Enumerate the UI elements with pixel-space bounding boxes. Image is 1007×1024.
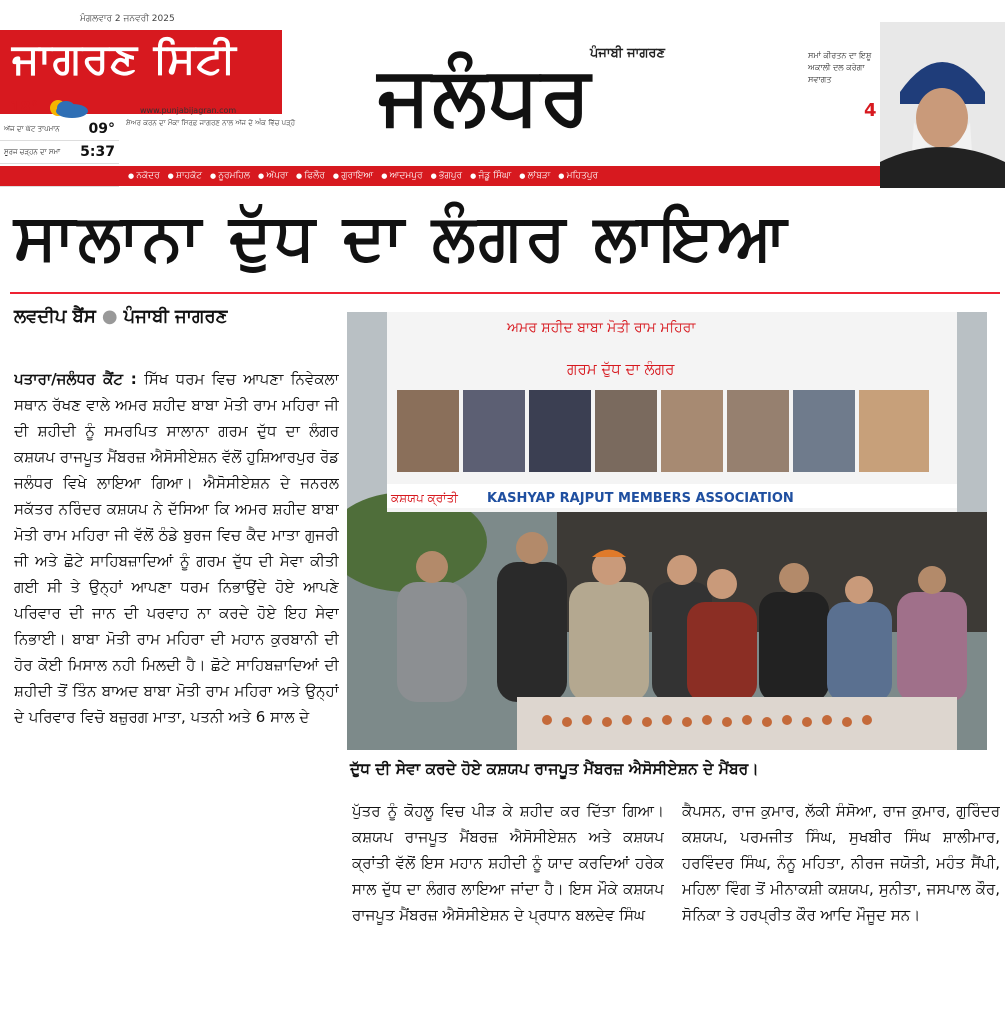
location-link[interactable]: ● ਨਕੋਦਰ — [128, 171, 160, 181]
article-column-1 — [14, 366, 339, 1016]
banner-org: KASHYAP RAJPUT MEMBERS ASSOCIATION — [487, 491, 794, 506]
banner-portraits — [397, 390, 929, 472]
dateline: ਪਤਾਰਾ/ਜਲੰਧਰ ਕੈਂਟ : — [14, 370, 137, 388]
info-label: ਸੂਰਜ ਚੜ੍ਹਨ ਦਾ ਸਮਾਂ — [4, 147, 61, 156]
weather — [10, 96, 90, 118]
article-column-2 — [352, 798, 664, 1018]
location-link[interactable]: ● ਗੁਰਾਇਆ — [333, 171, 373, 181]
teaser-text[interactable]: ਸਮਾਂ ਕੀਰਤਨ ਦਾ ਇਸ਼ੂ ਅਕਾਲੀ ਦਲ ਕਰੇਗਾ ਸਵਾਗਤ — [808, 51, 872, 84]
teaser-portrait-image — [880, 22, 1005, 188]
masthead — [0, 0, 1007, 190]
banner-title: ਅਮਰ ਸ਼ਹੀਦ ਬਾਬਾ ਮੋਤੀ ਰਾਮ ਮਹਿਰਾ — [507, 320, 696, 336]
location-link[interactable]: ● ਭੋਗਪੁਰ — [431, 171, 463, 181]
article-headline: ਸਾਲਾਨਾ ਦੁੱਧ ਦਾ ਲੰਗਰ ਲਾਇਆ — [14, 201, 790, 275]
info-value: 09° — [88, 121, 115, 137]
info-label: ਅੱਜ ਦਾ ਘੱਟ ਤਾਪਮਾਨ — [4, 124, 60, 133]
banner-org-prefix: ਕਸ਼ਯਪ ਕ੍ਰਾਂਤੀ — [391, 491, 458, 505]
column-text: ਪੁੱਤਰ ਨੂੰ ਕੋਹਲੂ ਵਿਚ ਪੀੜ ਕੇ ਸ਼ਹੀਦ ਕਰ ਦਿੱਤਾ ਗਿਆ। ਕਸ਼ਯਪ ਰਾਜਪੂਤ ਮੈਂਬਰਜ਼ ਐਸੋਸੀਏਸ਼ਨ ਅਤੇ ਕਸ਼ਯਪ ਕ੍ਰਾਂਤੀ ਵੱਲੋਂ ਇਸ ਮਹਾਨ ਸ਼ਹੀਦੀ ਨੂੰ ਯਾਦ ਕਰਦਿਆਂ ਹਰੇਕ ਸਾਲ ਦੁੱਧ ਦਾ ਲੰਗਰ ਲਾਇਆ ਜਾਂਦਾ ਹੈ। ਇਸ ਮੌਕੇ ਕਸ਼ਯਪ ਰਾਜਪੂਤ ਮੈਂਬਰਜ਼ ਐਸੋਸੀਏਸ਼ਨ ਦੇ ਪ੍ਰਧਾਨ ਬਲਦੇਵ ਸਿੰਘ — [352, 802, 664, 924]
location-link[interactable]: ● ਨੂਰਮਹਿਲ — [210, 171, 250, 181]
publication-name: ਪੰਜਾਬੀ ਜਾਗਰਣ — [123, 306, 228, 327]
info-row-low-temp — [0, 118, 119, 141]
location-link[interactable]: ● ਅੱਪਰਾ — [258, 171, 288, 181]
column-text: ਸਿੱਖ ਧਰਮ ਵਿਚ ਆਪਣਾ ਨਿਵੇਕਲਾ ਸਥਾਨ ਰੱਖਣ ਵਾਲੇ ਅਮਰ ਸ਼ਹੀਦ ਬਾਬਾ ਮੋਤੀ ਰਾਮ ਮਹਿਰਾ ਜੀ ਦੀ ਸ਼ਹੀਦੀ ਨੂੰ ਸਮਰਪਿਤ ਸਾਲਾਨਾ ਗਰਮ ਦੁੱਧ ਦਾ ਲੰਗਰ ਕਸ਼ਯਪ ਰਾਜਪੂਤ ਮੈਂਬਰਜ਼ ਐਸੋਸੀਏਸ਼ਨ ਵੱਲੋਂ ਹੁਸ਼ਿਆਰਪੁਰ ਰੋਡ ਜਲੰਧਰ ਵਿਖੇ ਲਾਇਆ ਗਿਆ। ਐਸੋਸੀਏਸ਼ਨ ਦੇ ਜਨਰਲ ਸਕੱਤਰ ਨਰਿੰਦਰ ਕਸ਼ਯਪ ਨੇ ਦੱਸਿਆ ਕਿ ਅਮਰ ਸ਼ਹੀਦ ਬਾਬਾ ਮੋਤੀ ਰਾਮ ਮਹਿਰਾ ਜੀ ਵੱਲੋਂ ਠੰਡੇ ਬੁਰਜ ਵਿਚ ਕੈਦ ਮਾਤਾ ਗੁਜਰੀ ਜੀ ਅਤੇ ਛੋਟੇ ਸਾਹਿਬਜ਼ਾਦਿਆਂ ਨੂੰ ਗਰਮ ਦੁੱਧ ਦੀ ਸੇਵਾ ਕੀਤੀ ਗਈ ਸੀ ਤੇ ਉਨ੍ਹਾਂ ਆਪਣਾ ਧਰਮ ਨਿਭਾਉਂਦੇ ਹੋਏ ਆਪਣੇ ਪਰਿਵਾਰ ਦੀ ਜਾਨ ਦੀ ਪਰਵਾਹ ਨਾ ਕਰਦੇ ਹੋਏ ਇਹ ਸੇਵਾ ਨਿਭਾਈ। ਬਾਬਾ ਮੋਤੀ ਰਾਮ ਮਹਿਰਾ ਦੀ ਮਹਾਨ ਕੁਰਬਾਨੀ ਦੀ ਹੋਰ ਕੋਈ ਮਿਸਾਲ ਨਹੀ ਮਿਲਦੀ ਹੈ। ਛੋਟੇ ਸਾਹਿਬਜ਼ਾਦਿਆਂ ਦੀ ਸ਼ਹੀਦੀ ਤੋਂ ਤਿੰਨ ਬਾਅਦ ਬਾਬਾ ਮੋਤੀ ਰਾਮ ਮਹਿਰਾ ਅਤੇ ਉਨ੍ਹਾਂ ਦੇ ਪਰਿਵਾਰ ਵਿਚੋ ਬਜ਼ੁਰਗ ਮਾਤਾ, ਪਤਨੀ ਅਤੇ 6 ਸਾਲ ਦੇ — [14, 370, 339, 726]
column-text: ਕੈਪਸਨ, ਰਾਜ ਕੁਮਾਰ, ਲੱਕੀ ਸੰਸੋਆ, ਰਾਜ ਕੁਮਾਰ, ਗੁਰਿੰਦਰ ਕਸ਼ਯਪ, ਪਰਮਜੀਤ ਸਿੰਘ, ਸੁਖਬੀਰ ਸਿੰਘ ਸ਼ਾਲੀਮਾਰ, ਹਰਵਿੰਦਰ ਸਿੰਘ, ਨੰਨੂ ਮਹਿਤਾ, ਨੀਰਜ ਜਯੋਤੀ, ਮਹੰਤ ਸੈਂਪੀ, ਮਹਿਲਾ ਵਿੰਗ ਤੋਂ ਮੀਨਾਕਸ਼ੀ ਕਸ਼ਯਪ, ਸੁਨੀਤਾ, ਜਸਪਾਲ ਕੌਰ, ਸੋਨਿਕਾ ਤੇ ਹਰਪ੍ਰੀਤ ਕੌਰ ਆਦਿ ਮੌਜੂਦ ਸਨ। — [682, 802, 1000, 924]
location-link[interactable]: ● ਜੰਡੂ ਸਿੰਘਾ — [470, 171, 511, 181]
city-name: ਜਲੰਧਰ — [378, 49, 593, 142]
teaser-page-number: 4 — [864, 100, 877, 121]
divider — [10, 292, 1000, 294]
masthead-notice: ਸ਼ੇਅਰ ਕਰਨ ਦਾ ਮੌਕਾ ਸਿਰਫ਼ ਜਾਗਰਣ ਨਾਲ ਅੱਜ ਦੇ ਅੰਕ ਵਿੱਚ ਪੜ੍ਹੋ — [126, 119, 296, 127]
info-value: 5:37 — [80, 144, 115, 160]
bullet-icon: ● — [101, 306, 118, 327]
paper-name: ਪੰਜਾਬੀ ਜਾਗਰਣ — [590, 46, 665, 61]
banner-subtitle: ਗਰਮ ਦੁੱਧ ਦਾ ਲੰਗਰ — [567, 360, 675, 378]
author-name: ਲਵਦੀਪ ਬੈਂਸ — [14, 306, 96, 327]
temperature: 18° — [10, 98, 39, 116]
article-column-3 — [682, 798, 1000, 1018]
photo-caption: ਦੁੱਧ ਦੀ ਸੇਵਾ ਕਰਦੇ ਹੋਏ ਕਸ਼ਯਪ ਰਾਜਪੂਤ ਮੈਂਬਰਜ਼ ਐਸੋਸੀਏਸ਼ਨ ਦੇ ਮੈਂਬਰ। — [350, 760, 759, 778]
byline — [14, 306, 227, 327]
brand-name: ਜਾਗਰਣ ਸਿਟੀ — [12, 34, 237, 83]
info-row-sunrise — [0, 141, 119, 164]
issue-date: ਮੰਗਲਵਾਰ 2 ਜਨਵਰੀ 2025 — [80, 14, 175, 24]
website: www.punjabijagran.com — [140, 106, 237, 115]
location-link[interactable]: ● ਲਾਂਬੜਾ — [519, 171, 550, 181]
location-link[interactable]: ● ਫਿਲੌਰ — [296, 171, 325, 181]
location-link[interactable]: ● ਮਹਿਤਪੁਰ — [558, 171, 598, 181]
cloud-sun-icon — [42, 96, 90, 118]
location-link[interactable]: ● ਸ਼ਾਹਕੋਟ — [168, 171, 202, 181]
event-photo — [347, 312, 987, 750]
location-link[interactable]: ● ਆਦਮਪੁਰ — [381, 171, 422, 181]
locations-bar — [0, 166, 880, 186]
